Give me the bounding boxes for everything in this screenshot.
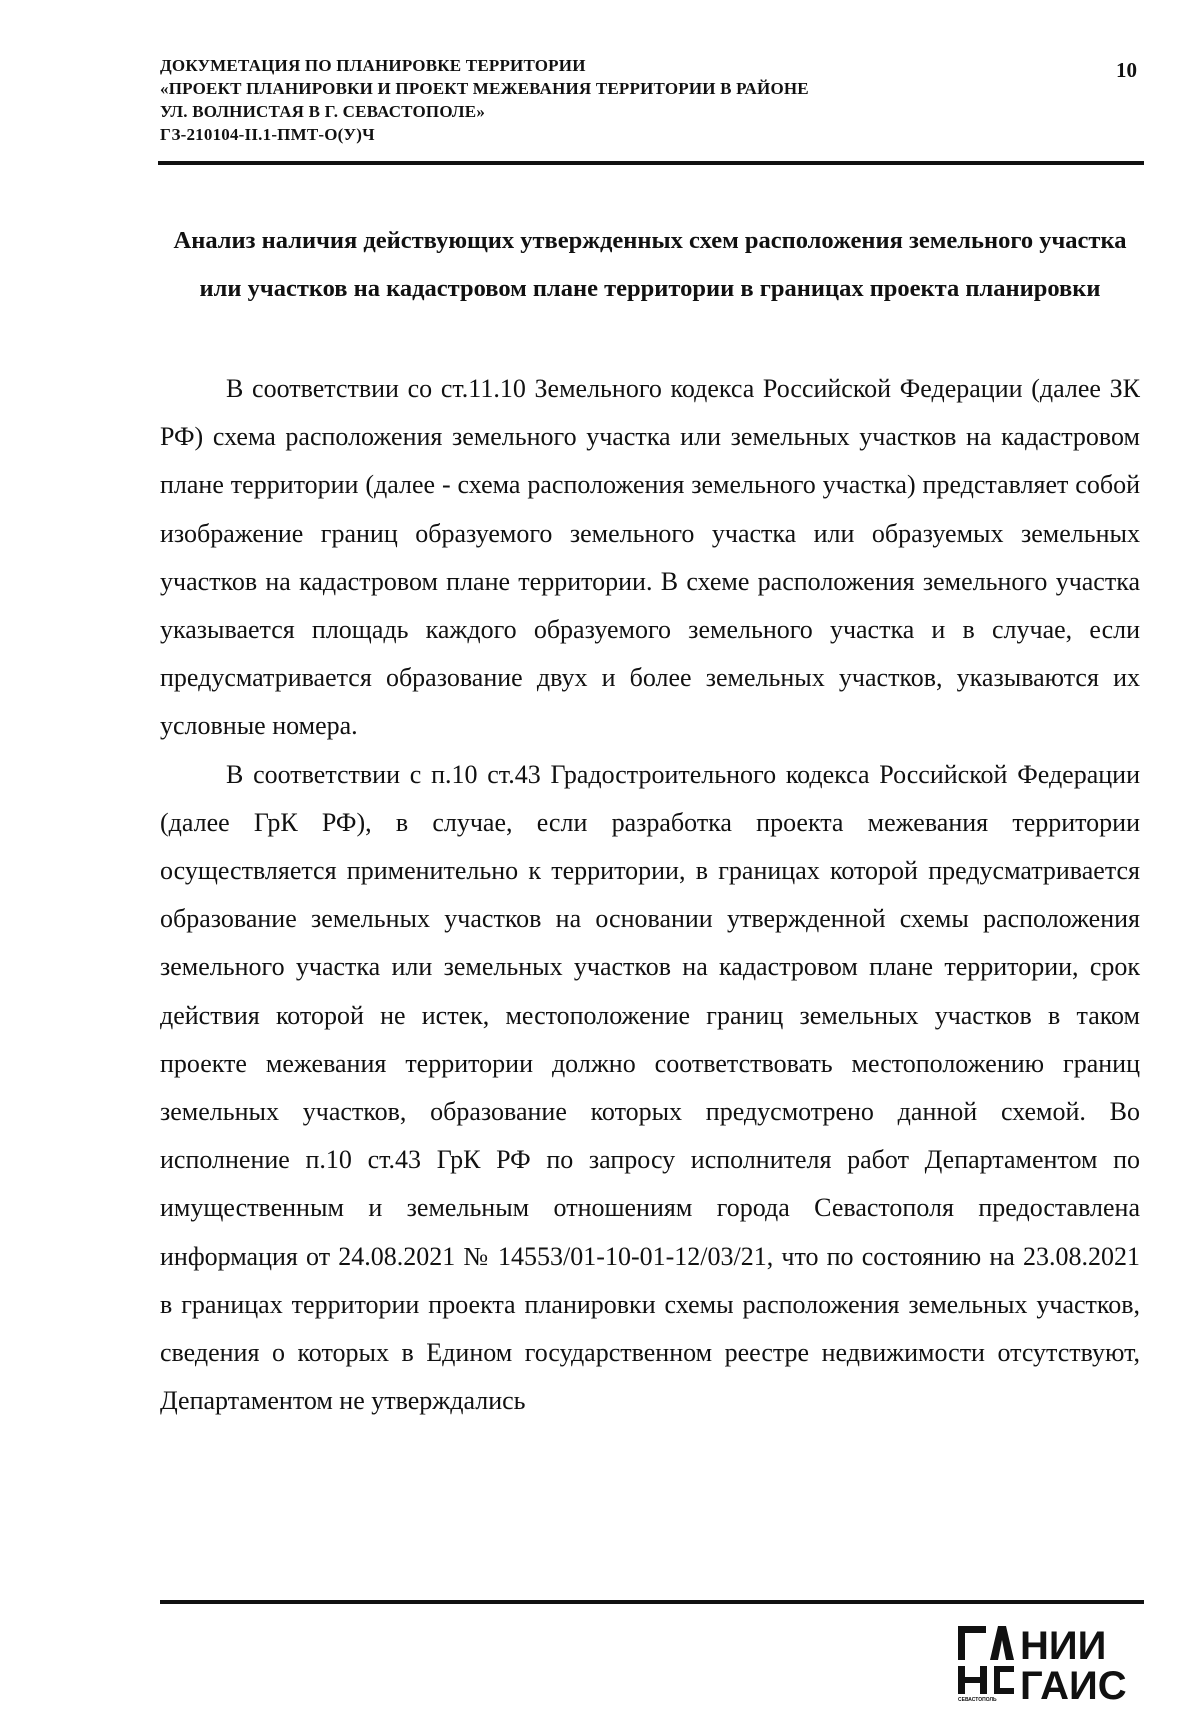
body-text	[160, 365, 1140, 1425]
logo-text-bottom: ГАИС	[1020, 1664, 1127, 1702]
header-line: «ПРОЕКТ ПЛАНИРОВКИ И ПРОЕКТ МЕЖЕВАНИЯ ТЕРРИТОРИИ В РАЙОНЕ	[160, 79, 809, 98]
paragraph: В соответствии с п.10 ст.43 Градостроительного кодекса Российской Федерации (далее ГрК РФ), в случае, если разработка проекта межевания территории осуществляется применительно к территории, в границах которой предусматривается образование земельных участков на основании утвержденной схемы расположения земельного участка или земельных участков на кадастровом плане территории, срок действия которой не истек, местоположение границ земельных участков в таком проекте межевания территории должно соответствовать местоположению границ земельных участков, образование которых предусмотрено данной схемой. Во исполнение п.10 ст.43 ГрК РФ по запросу исполнителя работ Департаментом по имущественным и земельным отношениям города Севастополя предоставлена информация от 24.08.2021 № 14553/01-10-01-12/03/21, что по состоянию на 23.08.2021 в границах территории проекта планировки схемы расположения земельных участков, сведения о которых в Едином государственном реестре недвижимости отсутствуют, Департаментом не утверждались	[160, 759, 1140, 1416]
nii-gais-logo	[956, 1622, 1142, 1702]
header-line: УЛ. ВОЛНИСТАЯ В Г. СЕВАСТОПОЛЕ»	[160, 102, 486, 121]
logo-text-top: НИИ	[1020, 1624, 1107, 1668]
document-header	[160, 54, 1140, 146]
header-line: ДОКУМЕТАЦИЯ ПО ПЛАНИРОВКЕ ТЕРРИТОРИИ	[160, 56, 586, 75]
header-divider	[158, 161, 1144, 165]
page-number: 10	[1116, 58, 1137, 82]
footer-divider	[160, 1600, 1144, 1604]
logo-mark-icon	[958, 1626, 1014, 1694]
header-line: ГЗ-210104-II.1-ПМТ-О(У)Ч	[160, 125, 375, 144]
section-title: Анализ наличия действующих утвержденных схем расположения земельного участка или участков на кадастровом плане территории в границах проекта планировки	[173, 227, 1127, 302]
logo-mark-caption: СЕВАСТОПОЛЬ	[958, 1697, 997, 1702]
paragraph: В соответствии со ст.11.10 Земельного кодекса Российской Федерации (далее ЗК РФ) схема расположения земельного участка или земельных участков на кадастровом плане территории (далее - схема расположения земельного участка) представляет собой изображение границ образуемого земельного участка или образуемых земельных участков на кадастровом плане территории. В схеме расположения земельного участка указывается площадь каждого образуемого земельного участка и в случае, если предусматривается образование двух и более земельных участков, указываются их условные номера.	[160, 374, 1140, 741]
